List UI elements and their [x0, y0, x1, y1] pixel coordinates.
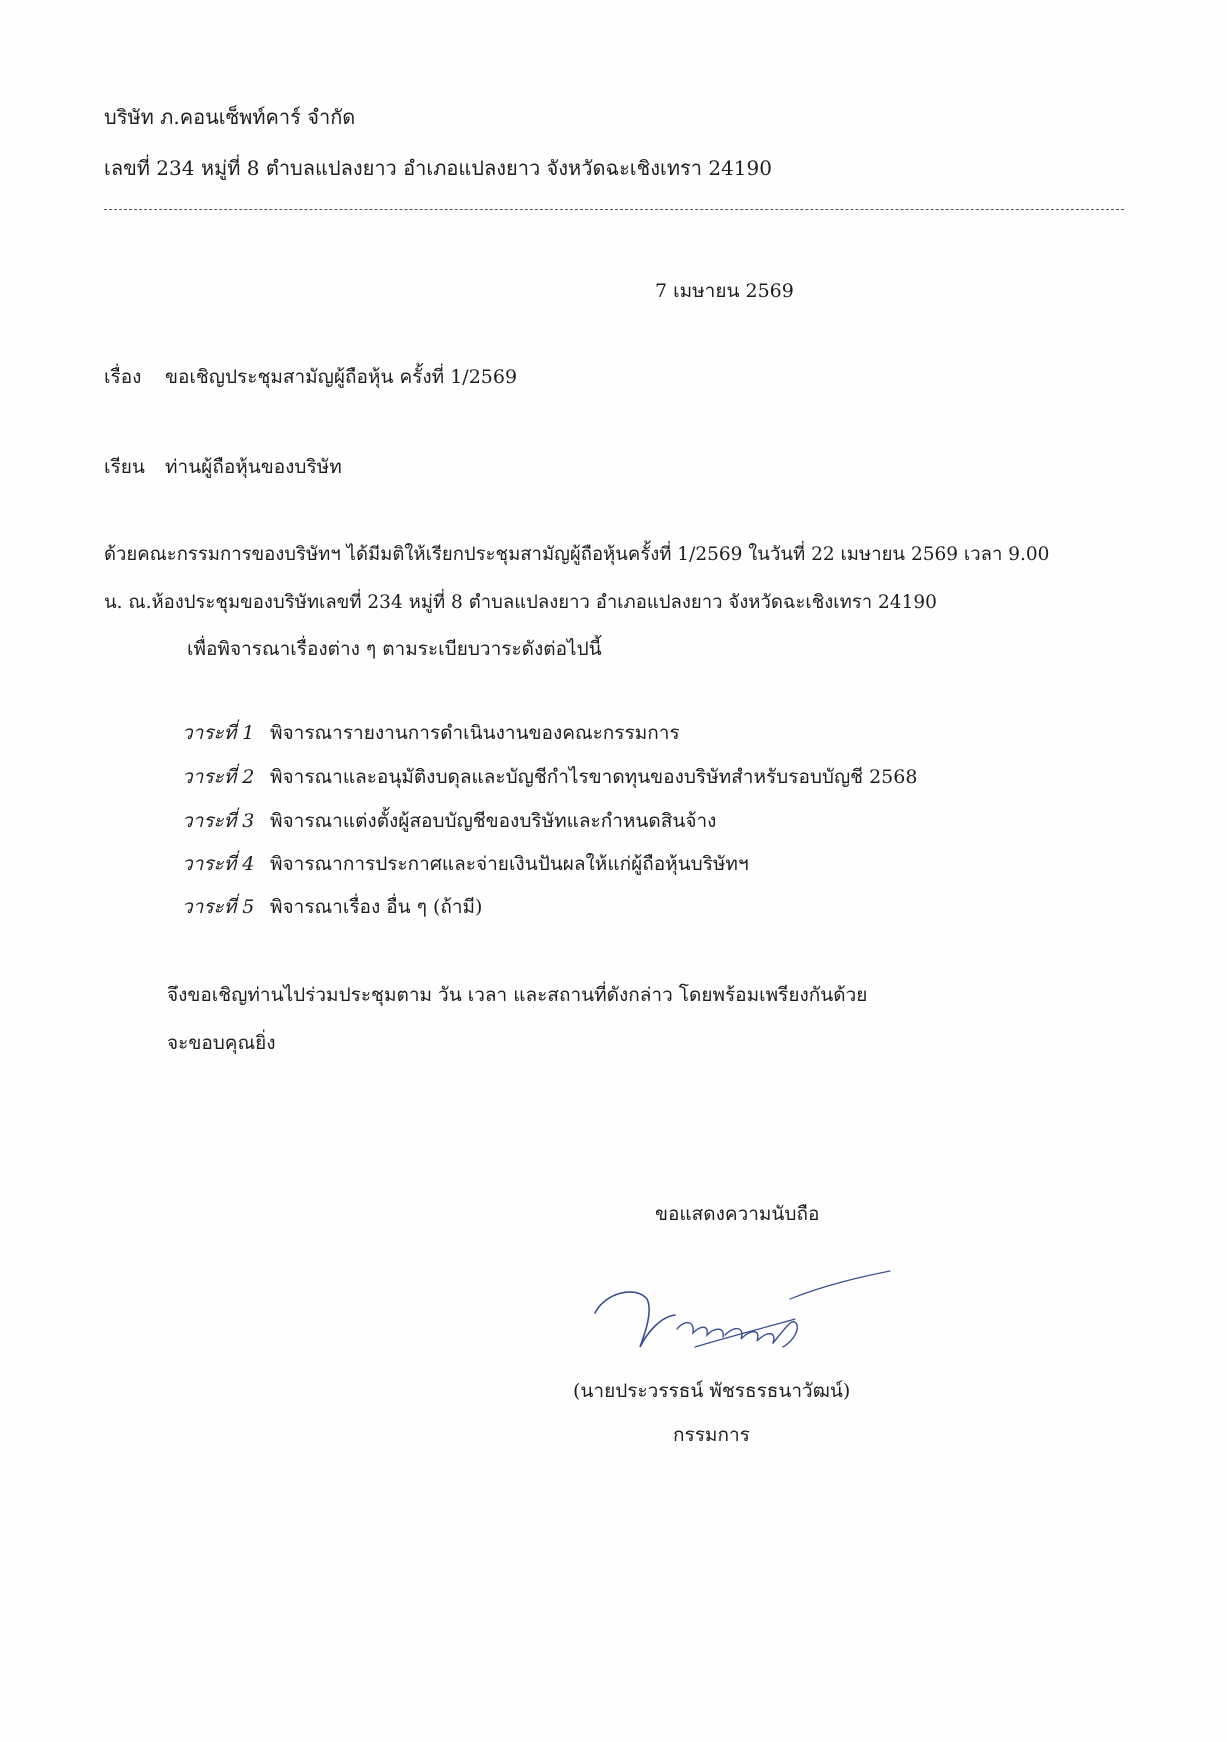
- agenda-item-4: [182, 851, 749, 877]
- closing-line-2: จะขอบคุณยิ่ง: [167, 1032, 276, 1054]
- subject-label: เรื่อง: [104, 366, 142, 388]
- body-line-2: น. ณ.ห้องประชุมของบริษัทเลขที่ 234 หมู่ที่ 8 ตำบลแปลงยาว อำเภอแปลงยาว จังหวัดฉะเชิงเทรา 24190: [104, 592, 937, 613]
- agenda-number: วาระที่ 2: [182, 766, 255, 788]
- company-name: บริษัท ภ.คอนเซ็พท์คาร์ จำกัด: [104, 105, 356, 129]
- company-address: เลขที่ 234 หมู่ที่ 8 ตำบลแปลงยาว อำเภอแปลงยาว จังหวัดฉะเชิงเทรา 24190: [104, 156, 772, 180]
- body-line-1: ด้วยคณะกรรมการของบริษัทฯ ได้มีมติให้เรียกประชุมสามัญผู้ถือหุ้นครั้งที่ 1/2569 ในวันที่ 22 เมษายน 2569 เวลา 9.00: [104, 544, 1050, 565]
- signer-name: (นายประวรรธน์ พัชรธรธนาวัฒน์): [573, 1380, 851, 1402]
- closing-line-1: จึงขอเชิญท่านไปร่วมประชุมตาม วัน เวลา และสถานที่ดังกล่าว โดยพร้อมเพรียงกันด้วย: [167, 984, 868, 1006]
- recipient-label: เรียน: [104, 456, 145, 478]
- agenda-number: วาระที่ 1: [182, 722, 255, 744]
- agenda-item-2: [182, 764, 917, 790]
- regards-text: ขอแสดงความนับถือ: [655, 1203, 820, 1225]
- agenda-text: พิจารณาเรื่อง อื่น ๆ (ถ้ามี): [270, 896, 483, 918]
- agenda-text: พิจารณารายงานการดำเนินงานของคณะกรรมการ: [270, 722, 680, 744]
- agenda-item-3: [182, 808, 716, 834]
- agenda-item-1: [182, 720, 680, 746]
- recipient-text: ท่านผู้ถือหุ้นของบริษัท: [165, 456, 342, 478]
- agenda-number: วาระที่ 5: [182, 896, 255, 918]
- agenda-number: วาระที่ 3: [182, 810, 255, 832]
- header-divider: [104, 209, 1124, 210]
- handwritten-signature: [585, 1255, 905, 1365]
- body-line-3: เพื่อพิจารณาเรื่องต่าง ๆ ตามระเบียบวาระดังต่อไปนี้: [187, 638, 602, 660]
- subject-text: ขอเชิญประชุมสามัญผู้ถือหุ้น ครั้งที่ 1/2569: [165, 366, 518, 388]
- agenda-text: พิจารณาและอนุมัติงบดุลและบัญชีกำไรขาดทุนของบริษัทสำหรับรอบบัญชี 2568: [270, 766, 918, 788]
- agenda-item-5: [182, 894, 482, 920]
- letter-date: 7 เมษายน 2569: [655, 280, 794, 302]
- signer-title: กรรมการ: [673, 1424, 750, 1446]
- agenda-text: พิจารณาแต่งตั้งผู้สอบบัญชีของบริษัทและกำหนดสินจ้าง: [270, 810, 717, 832]
- agenda-text: พิจารณาการประกาศและจ่ายเงินปันผลให้แก่ผู้ถือหุ้นบริษัทฯ: [270, 853, 749, 875]
- agenda-number: วาระที่ 4: [182, 853, 255, 875]
